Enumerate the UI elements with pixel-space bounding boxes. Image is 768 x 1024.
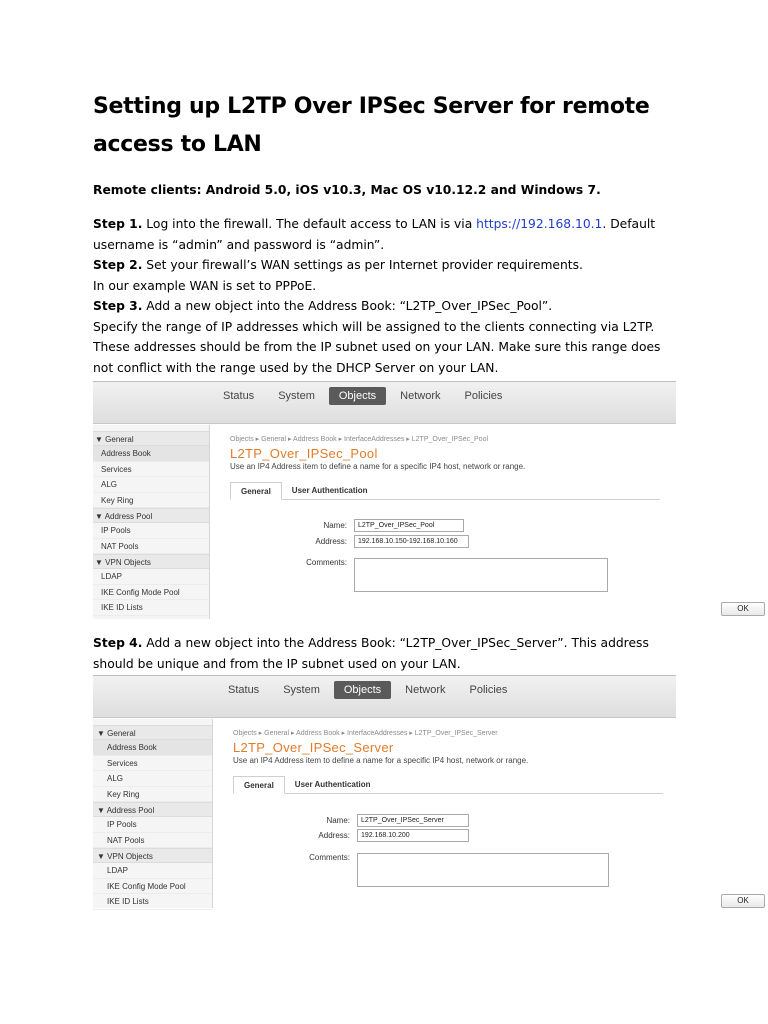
name-row (300, 814, 469, 827)
sidebar-item-ike-config-mode-pool[interactable]: IKE Config Mode Pool (93, 585, 209, 601)
sidebar-item-ike-id-lists[interactable]: IKE ID Lists (93, 600, 209, 616)
step-1 (93, 214, 683, 255)
step-4-block (93, 633, 683, 674)
name-row (297, 519, 464, 532)
tab-bar (230, 482, 660, 500)
step-2-text: Set your firewall’s WAN settings as per Internet provider requirements. (142, 258, 583, 272)
sidebar (93, 425, 210, 619)
name-label: Name: (326, 816, 350, 825)
step-1-text-a: Log into the firewall. The default access to LAN is via (142, 217, 477, 231)
document-title: Setting up L2TP Over IPSec Server for remote access to LAN (93, 94, 650, 157)
step-2 (93, 255, 683, 276)
nav-network[interactable]: Network (400, 390, 441, 402)
sidebar (93, 719, 213, 908)
main-content (214, 719, 749, 908)
address-row (300, 829, 469, 842)
nav-policies[interactable]: Policies (469, 684, 508, 696)
page-title: L2TP_Over_IPSec_Server (233, 740, 394, 755)
step-4 (93, 633, 683, 674)
sidebar-item-nat-pools[interactable]: NAT Pools (93, 833, 212, 849)
tab-bar (233, 776, 663, 794)
address-label: Address: (318, 831, 350, 840)
name-input[interactable]: L2TP_Over_IPSec_Server (357, 814, 469, 827)
page-description: Use an IP4 Address item to define a name for a specific IP4 host, network or range. (233, 756, 529, 765)
nav-policies[interactable]: Policies (464, 390, 503, 402)
step-3 (93, 296, 683, 317)
comments-textarea[interactable] (357, 853, 609, 887)
document-body (93, 88, 683, 378)
nav-status[interactable]: Status (223, 390, 255, 402)
top-nav-bar (93, 675, 676, 718)
sidebar-group-general[interactable]: ▼ General (93, 431, 209, 446)
top-nav-bar (93, 381, 676, 424)
sidebar-item-ldap[interactable]: LDAP (93, 863, 212, 879)
step-3-detail: Specify the range of IP addresses which will be assigned to the clients connecting via L2TP. These addresses should be from the IP subnet used on your LAN. Make sure this range does not conflict with the range used by the DHCP Server on your LAN. (93, 319, 661, 375)
comments-row (300, 853, 609, 887)
sidebar-item-services[interactable]: Services (93, 462, 209, 478)
remote-clients: Remote clients: Android 5.0, iOS v10.3, Mac OS v10.12.2 and Windows 7. (93, 183, 601, 197)
tab-user-authentication[interactable]: User Authentication (294, 780, 371, 789)
sidebar-item-address-book[interactable]: Address Book (93, 740, 212, 756)
sidebar-item-ldap[interactable]: LDAP (93, 569, 209, 585)
comments-textarea[interactable] (354, 558, 608, 592)
nav-objects[interactable]: Objects (334, 681, 391, 699)
sidebar-item-key-ring[interactable]: Key Ring (93, 493, 209, 509)
tab-user-authentication[interactable]: User Authentication (291, 486, 368, 495)
address-row (297, 535, 469, 548)
step-1-label: Step 1. (93, 217, 143, 231)
nav-network[interactable]: Network (405, 684, 446, 696)
step-2-example: In our example WAN is set to PPPoE. (93, 278, 317, 293)
sidebar-item-ike-config-mode-pool[interactable]: IKE Config Mode Pool (93, 879, 212, 895)
sidebar-group-address-pool[interactable]: ▼ Address Pool (93, 508, 209, 523)
name-input[interactable]: L2TP_Over_IPSec_Pool (354, 519, 464, 532)
step-2-label: Step 2. (93, 258, 143, 272)
step-1-text-b: . Default username is “admin” and password is “admin”. (93, 217, 656, 252)
sidebar-group-address-pool[interactable]: ▼ Address Pool (93, 802, 212, 817)
sidebar-item-alg[interactable]: ALG (93, 477, 209, 493)
steps-1-3 (93, 214, 683, 378)
sidebar-item-key-ring[interactable]: Key Ring (93, 787, 212, 803)
screenshot-pool (93, 381, 749, 619)
nav-system[interactable]: System (278, 390, 315, 402)
address-input[interactable]: 192.168.10.150-192.168.10.160 (354, 535, 469, 548)
page-title: L2TP_Over_IPSec_Pool (230, 446, 378, 461)
step-3-text: Add a new object into the Address Book: “L2TP_Over_IPSec_Pool”. (142, 299, 553, 313)
main-nav (213, 387, 516, 405)
firewall-link[interactable]: https://192.168.10.1 (476, 217, 603, 231)
address-label: Address: (315, 537, 347, 546)
sidebar-item-ike-id-lists[interactable]: IKE ID Lists (93, 894, 212, 910)
sidebar-item-ip-pools[interactable]: IP Pools (93, 523, 209, 539)
comments-row (297, 558, 608, 592)
tab-general[interactable]: General (233, 776, 285, 794)
main-content (211, 425, 749, 619)
step-4-label: Step 4. (93, 636, 143, 650)
name-label: Name: (323, 521, 347, 530)
breadcrumb: Objects ▸ General ▸ Address Book ▸ InterfaceAddresses ▸ L2TP_Over_IPSec_Pool (230, 436, 489, 443)
main-nav (218, 681, 521, 699)
nav-objects[interactable]: Objects (329, 387, 386, 405)
ok-button[interactable]: OK (721, 602, 765, 616)
page-description: Use an IP4 Address item to define a name for a specific IP4 host, network or range. (230, 462, 526, 471)
comments-label: Comments: (306, 558, 347, 567)
step-3-label: Step 3. (93, 299, 143, 313)
screenshot-server (93, 675, 749, 908)
breadcrumb: Objects ▸ General ▸ Address Book ▸ InterfaceAddresses ▸ L2TP_Over_IPSec_Server (233, 730, 498, 737)
sidebar-item-alg[interactable]: ALG (93, 771, 212, 787)
step-4-text: Add a new object into the Address Book: “L2TP_Over_IPSec_Server”. This address should be unique and from the IP subnet used on your LAN. (93, 636, 649, 671)
tab-general[interactable]: General (230, 482, 282, 500)
sidebar-group-general[interactable]: ▼ General (93, 725, 212, 740)
address-input[interactable]: 192.168.10.200 (357, 829, 469, 842)
comments-label: Comments: (309, 853, 350, 862)
sidebar-item-address-book[interactable]: Address Book (93, 446, 209, 462)
sidebar-group-vpn-objects[interactable]: ▼ VPN Objects (93, 554, 209, 569)
sidebar-item-services[interactable]: Services (93, 756, 212, 772)
sidebar-item-nat-pools[interactable]: NAT Pools (93, 539, 209, 555)
sidebar-item-ip-pools[interactable]: IP Pools (93, 817, 212, 833)
sidebar-group-vpn-objects[interactable]: ▼ VPN Objects (93, 848, 212, 863)
nav-status[interactable]: Status (228, 684, 260, 696)
ok-button[interactable]: OK (721, 894, 765, 908)
nav-system[interactable]: System (283, 684, 320, 696)
